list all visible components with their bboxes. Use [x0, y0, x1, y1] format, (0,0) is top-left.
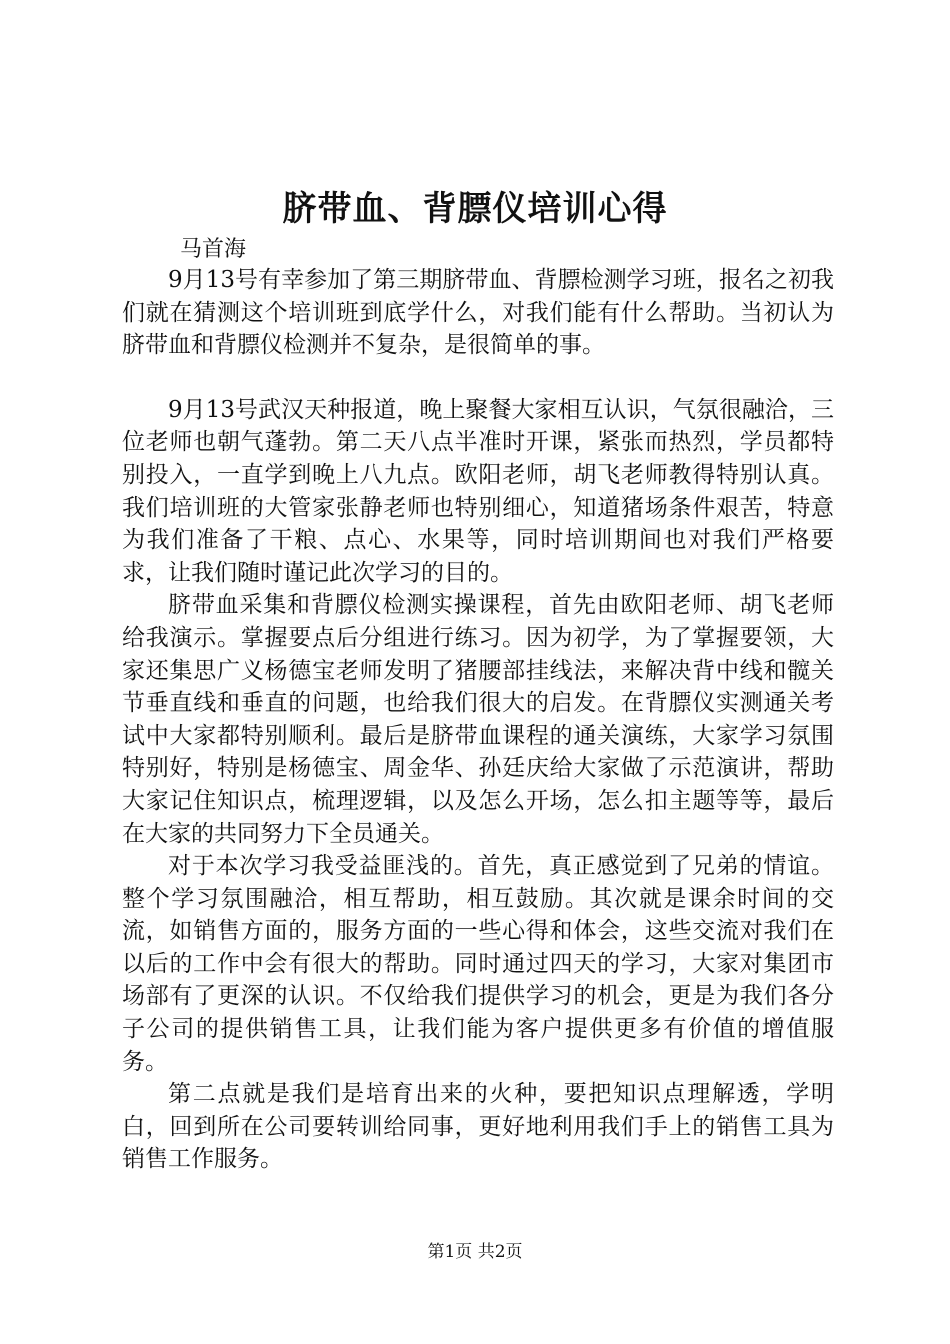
page-footer: 第1页 共2页 — [427, 1242, 523, 1262]
paragraph: 第二点就是我们是培育出来的火种，要把知识点理解透，学明白，回到所在公司要转训给同事，更好地利用我们手上的销售工具为销售工作服务。 — [122, 1081, 834, 1173]
author-name: 马首海 — [180, 237, 247, 262]
paragraph: 对于本次学习我受益匪浅的。首先，真正感觉到了兄弟的情谊。整个学习氛围融洽，相互帮助，相互鼓励。其次就是课余时间的交流，如销售方面的，服务方面的一些心得和体会，这些交流对我们在以后的工作中会有很大的帮助。同时通过四天的学习，大家对集团市场部有了更深的认识。不仅给我们提供学习的机会，更是为我们各分子公司的提供销售工具，让我们能为客户提供更多有价值的增值服务。 — [122, 853, 834, 1075]
paragraph: 脐带血采集和背膘仪检测实操课程，首先由欧阳老师、胡飞老师给我演示。掌握要点后分组进行练习。因为初学，为了掌握要领，大家还集思广义杨德宝老师发明了猪腰部挂线法，来解决背中线和髋关节垂直线和垂直的问题，也给我们很大的启发。在背膘仪实测通关考试中大家都特别顺利。最后是脐带血课程的通关演练，大家学习氛围特别好，特别是杨德宝、周金华、孙廷庆给大家做了示范演讲，帮助大家记住知识点，梳理逻辑，以及怎么开场，怎么扣主题等等，最后在大家的共同努力下全员通关。 — [122, 592, 834, 847]
document-title: 脐带血、背膘仪培训心得 — [282, 189, 668, 229]
paragraph: 9月13号武汉天种报道，晚上聚餐大家相互认识，气氛很融洽，三位老师也朝气蓬勃。第二天八点半准时开课，紧张而热烈，学员都特别投入，一直学到晚上八九点。欧阳老师，胡飞老师教得特别认真。我们培训班的大管家张静老师也特别细心，知道猪场条件艰苦，特意为我们准备了干粮、点心、水果等，同时培训期间也对我们严格要求，让我们随时谨记此次学习的目的。 — [122, 396, 834, 586]
document-body — [122, 264, 834, 1176]
paragraph: 9月13号有幸参加了第三期脐带血、背膘检测学习班，报名之初我们就在猜测这个培训班到底学什么，对我们能有什么帮助。当初认为脐带血和背膘仪检测并不复杂，是很简单的事。 — [122, 267, 834, 359]
